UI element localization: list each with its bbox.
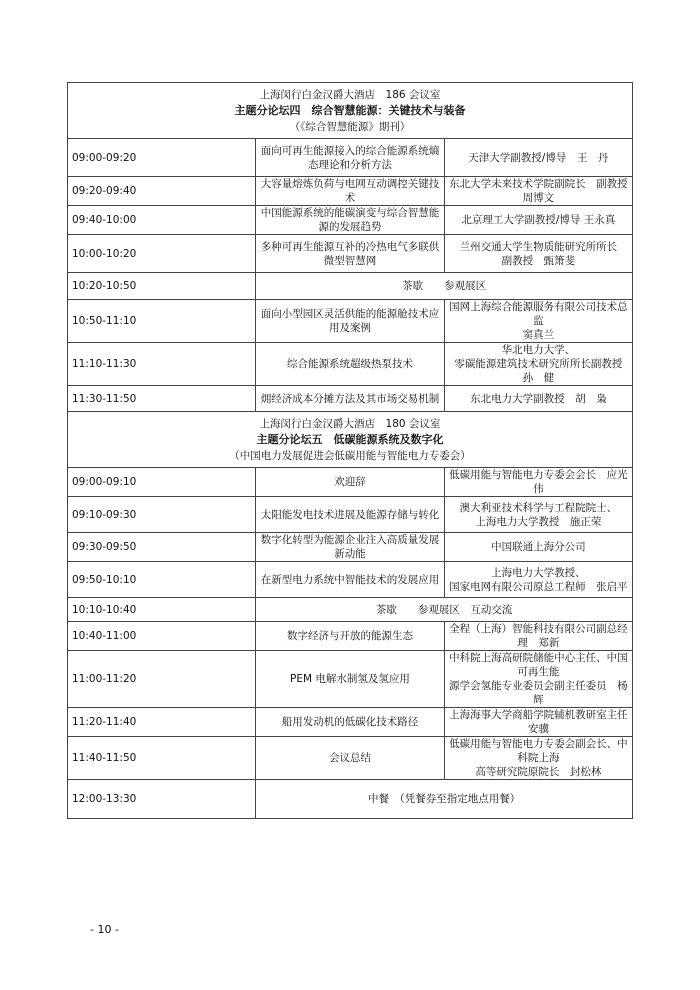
session-speaker: 兰州交通大学生物质能研究所所长 副教授 甄箫斐 bbox=[444, 235, 632, 273]
session-speaker: 天津大学副教授/博导 王 丹 bbox=[444, 139, 632, 177]
session-speaker: 全程（上海）智能科技有限公司副总经理 郑新 bbox=[444, 622, 632, 651]
forum-header-row bbox=[68, 412, 633, 468]
schedule-row bbox=[68, 651, 633, 708]
session-time: 10:20-10:50 bbox=[68, 273, 256, 300]
session-topic: 数字化转型为能源企业注入高质量发展新动能 bbox=[256, 533, 444, 562]
session-time: 11:00-11:20 bbox=[68, 651, 256, 708]
session-speaker: 中科院上海高研院储能中心主任、中国可再生能 源学会氢能专业委员会副主任委员 杨辉 bbox=[444, 651, 632, 708]
forum-header bbox=[68, 412, 633, 468]
session-topic: 欢迎辞 bbox=[256, 468, 444, 497]
schedule-row bbox=[68, 273, 633, 300]
session-time: 09:20-09:40 bbox=[68, 177, 256, 206]
session-topic: 中国能源系统的能碳演变与综合智慧能源的发展趋势 bbox=[256, 206, 444, 235]
session-speaker: 低碳用能与智能电力专委会会长 应光伟 bbox=[444, 468, 632, 497]
session-topic: 数字经济与开放的能源生态 bbox=[256, 622, 444, 651]
session-time: 10:40-11:00 bbox=[68, 622, 256, 651]
schedule-row bbox=[68, 206, 633, 235]
session-speaker: 澳大利亚技术科学与工程院院士、 上海电力大学教授 施正荣 bbox=[444, 497, 632, 533]
schedule-row bbox=[68, 622, 633, 651]
schedule-row bbox=[68, 386, 633, 412]
forum-venue: 上海闵行白金汉爵大酒店 186 会议室 bbox=[259, 88, 441, 101]
schedule-row bbox=[68, 343, 633, 386]
session-speaker: 中国联通上海分公司 bbox=[444, 533, 632, 562]
session-speaker: 低碳用能与智能电力专委会副会长、中科院上海 高等研究院原院长 封松林 bbox=[444, 737, 632, 780]
session-topic: 㶲经济成本分摊方法及其市场交易机制 bbox=[256, 386, 444, 412]
schedule-row bbox=[68, 708, 633, 737]
session-topic: 面向可再生能源接入的综合能源系统熵态理论和分析方法 bbox=[256, 139, 444, 177]
session-time: 09:50-10:10 bbox=[68, 562, 256, 598]
session-time: 11:20-11:40 bbox=[68, 708, 256, 737]
schedule-row bbox=[68, 235, 633, 273]
session-topic: 面向小型园区灵活供能的能源舱技术应用及案例 bbox=[256, 300, 444, 343]
session-time: 09:40-10:00 bbox=[68, 206, 256, 235]
session-time: 10:50-11:10 bbox=[68, 300, 256, 343]
break-label: 茶歇 参观展区 互动交流 bbox=[256, 598, 633, 622]
session-time: 10:10-10:40 bbox=[68, 598, 256, 622]
session-time: 09:10-09:30 bbox=[68, 497, 256, 533]
schedule-row bbox=[68, 780, 633, 819]
session-topic: 太阳能发电技术进展及能源存储与转化 bbox=[256, 497, 444, 533]
session-speaker: 东北电力大学副教授 胡 枭 bbox=[444, 386, 632, 412]
session-topic: 在新型电力系统中智能技术的发展应用 bbox=[256, 562, 444, 598]
forum-header bbox=[68, 83, 633, 139]
forum-venue: 上海闵行白金汉爵大酒店 180 会议室 bbox=[259, 417, 441, 430]
schedule-row bbox=[68, 300, 633, 343]
page-number: - 10 - bbox=[90, 923, 119, 936]
schedule-row bbox=[68, 562, 633, 598]
session-speaker: 国网上海综合能源服务有限公司技术总监 窦真兰 bbox=[444, 300, 632, 343]
session-speaker: 上海海事大学商船学院辅机教研室主任 安骥 bbox=[444, 708, 632, 737]
break-label: 茶歇 参观展区 bbox=[256, 273, 633, 300]
schedule-row bbox=[68, 468, 633, 497]
schedule-row bbox=[68, 533, 633, 562]
session-time: 11:10-11:30 bbox=[68, 343, 256, 386]
session-time: 09:00-09:10 bbox=[68, 468, 256, 497]
schedule-row bbox=[68, 737, 633, 780]
schedule-body bbox=[68, 83, 639, 819]
forum-title: 主题分论坛四 综合智慧能源：关键技术与装备 bbox=[234, 103, 466, 117]
schedule-row bbox=[68, 598, 633, 622]
session-speaker: 北京理工大学副教授/博导 王永真 bbox=[444, 206, 632, 235]
forum-host: （《综合智慧能源》期刊） bbox=[289, 120, 411, 133]
session-time: 10:00-10:20 bbox=[68, 235, 256, 273]
session-topic: 会议总结 bbox=[256, 737, 444, 780]
schedule-row bbox=[68, 139, 633, 177]
session-topic: 大容量熔炼负荷与电网互动调控关键技术 bbox=[256, 177, 444, 206]
session-topic: 船用发动机的低碳化技术路径 bbox=[256, 708, 444, 737]
session-speaker: 华北电力大学、 零碳能源建筑技术研究所所长副教授 孙 健 bbox=[444, 343, 632, 386]
session-time: 11:40-11:50 bbox=[68, 737, 256, 780]
schedule-row bbox=[68, 497, 633, 533]
session-time: 09:30-09:50 bbox=[68, 533, 256, 562]
break-label: 中餐 （凭餐券至指定地点用餐） bbox=[256, 780, 633, 819]
forum-title: 主题分论坛五 低碳能源系统及数字化 bbox=[256, 432, 444, 446]
session-time: 12:00-13:30 bbox=[68, 780, 256, 819]
session-topic: 多种可再生能源互补的冷热电气多联供微型智慧网 bbox=[256, 235, 444, 273]
forum-header-row bbox=[68, 83, 633, 139]
session-speaker: 东北大学未来技术学院副院长 副教授 周博文 bbox=[444, 177, 632, 206]
schedule-row bbox=[68, 177, 633, 206]
forum-host: （中国电力发展促进会低碳用能与智能电力专委会） bbox=[229, 449, 471, 462]
session-topic: 综合能源系统超级热泵技术 bbox=[256, 343, 444, 386]
schedule-table bbox=[67, 82, 639, 819]
session-time: 09:00-09:20 bbox=[68, 139, 256, 177]
session-time: 11:30-11:50 bbox=[68, 386, 256, 412]
session-topic: PEM 电解水制氢及氢应用 bbox=[256, 651, 444, 708]
session-speaker: 上海电力大学教授、 国家电网有限公司原总工程师 张启平 bbox=[444, 562, 632, 598]
